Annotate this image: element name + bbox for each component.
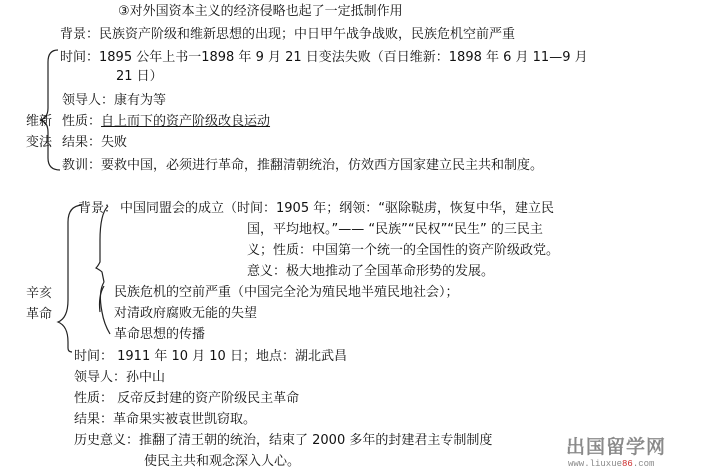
watermark-logo: 出国留学网 <box>566 436 667 458</box>
xinhai-bg-item3: 对清政府腐败无能的失望 <box>114 306 258 321</box>
xinhai-bg-item1-line1: 中国同盟会的成立（时间：1905 年；纲领：“驱除鞑虏，恢复中华，建立民 <box>120 201 554 216</box>
xinhai-side-label-1: 辛亥 <box>26 286 53 301</box>
wuxu-nature <box>62 113 270 131</box>
wuxu-time-line1: 时间：1895 公年上书一1898 年 9 月 21 日变法失败（百日维新：1898 年 6 月 11—9 月 <box>60 50 588 65</box>
xinhai-leader: 领导人：孙中山 <box>74 370 166 385</box>
xinhai-bg-item1-line4: 意义：极大地推动了全国革命形势的发展。 <box>247 264 495 279</box>
xinhai-result: 结果：革命果实被袁世凯窃取。 <box>74 412 257 427</box>
watermark-url-part1: www.liuxue <box>568 459 623 469</box>
xinhai-brace <box>58 205 82 352</box>
xinhai-significance-line1: 历史意义：推翻了清王朝的统治，结束了 2000 多年的封建君主专制制度 <box>74 433 493 448</box>
wuxu-time-line2: 21 日） <box>116 69 163 84</box>
wuxu-lesson: 教训：要救中国，必须进行革命，推翻清朝统治，仿效西方国家建立民主共和制度。 <box>62 158 544 173</box>
wuxu-nature-value: 自上而下的资产阶级改良运动 <box>101 114 271 129</box>
xinhai-significance-line2: 使民主共和观念深入人心。 <box>144 454 301 469</box>
wuxu-point3: ③对外国资本主义的经济侵略也起了一定抵制作用 <box>118 4 403 19</box>
xinhai-bg-item2: 民族危机的空前严重（中国完全沦为殖民地半殖民地社会）； <box>114 285 459 300</box>
xinhai-bg-item4: 革命思想的传播 <box>114 327 206 342</box>
wuxu-leader: 领导人：康有为等 <box>62 93 167 108</box>
wuxu-nature-label: 性质： <box>62 114 102 129</box>
watermark-url-part2: 86 <box>622 459 633 469</box>
xinhai-bg-item1-line3: 义；性质：中国第一个统一的全国性的资产阶级政党。 <box>247 243 560 258</box>
wuxu-brace <box>40 50 60 170</box>
wuxu-side-label-1: 维新 <box>26 114 53 129</box>
watermark-url-part3: .com <box>632 459 655 469</box>
wuxu-result: 结果：失败 <box>62 135 128 150</box>
xinhai-background-label: 背景： <box>78 201 118 216</box>
watermark-url <box>568 459 654 470</box>
xinhai-bg-item1-line2: 国，平均地权。”—— “民族”“民权”“民生” 的三民主 <box>247 222 543 237</box>
xinhai-side-label-2: 革命 <box>26 307 53 322</box>
xinhai-nature: 性质： 反帝反封建的资产阶级民主革命 <box>74 391 300 406</box>
wuxu-side-label-2: 变法 <box>26 135 53 150</box>
xinhai-time: 时间： 1911 年 10 月 10 日；地点：湖北武昌 <box>74 349 347 364</box>
wuxu-background: 背景：民族资产阶级和维新思想的出现；中日甲午战争战败，民族危机空前严重 <box>60 27 516 42</box>
